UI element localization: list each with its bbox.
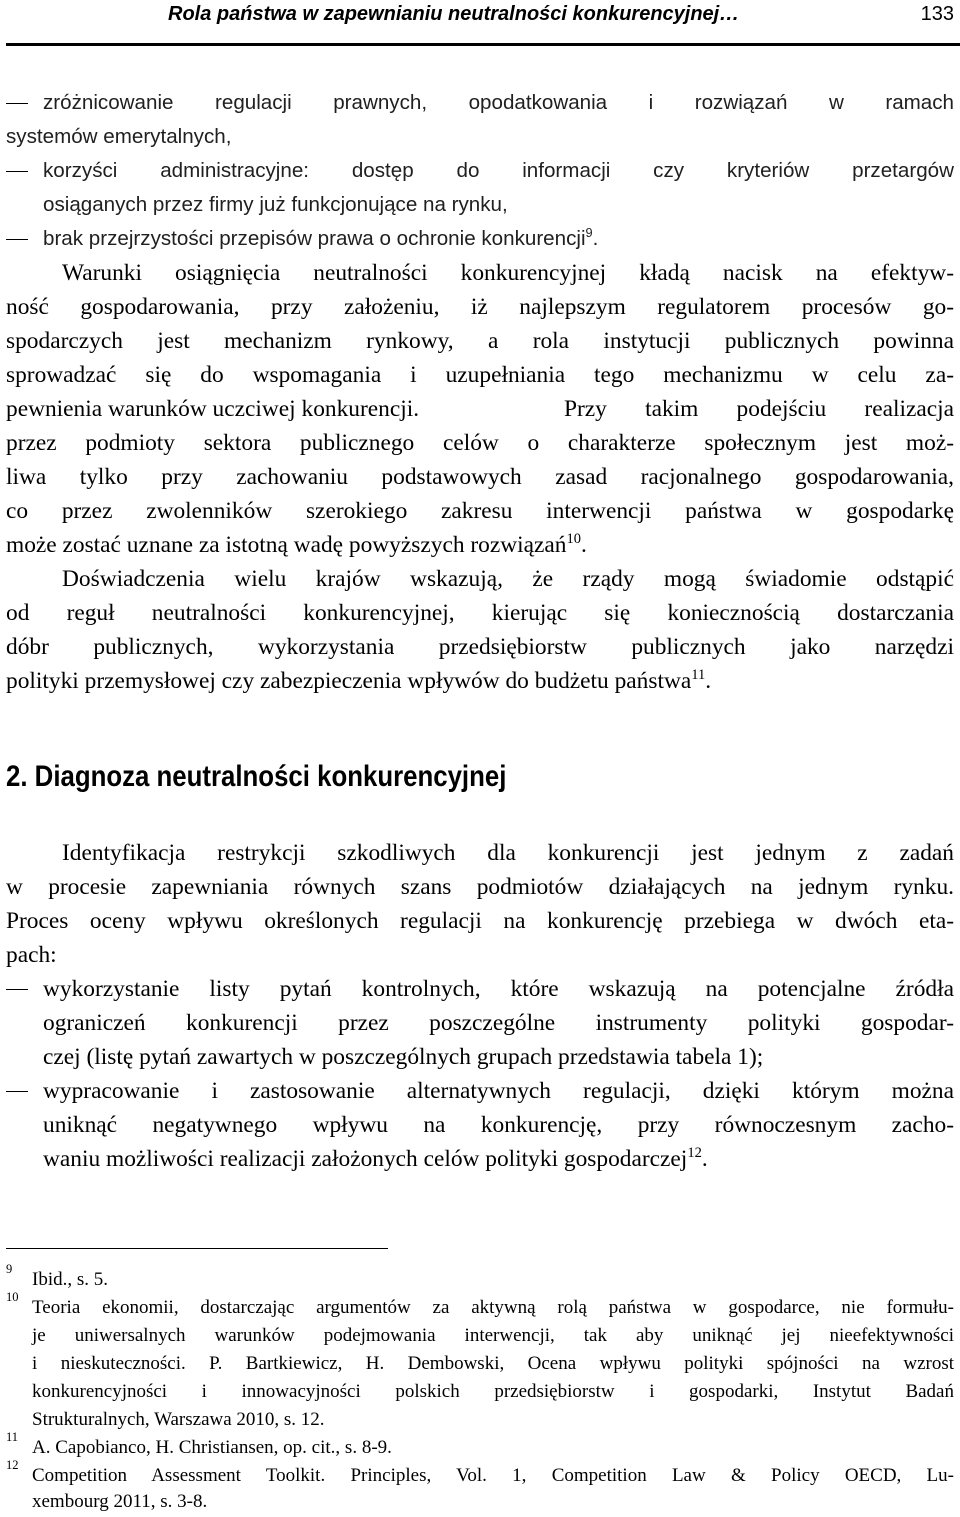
paragraph-line: Doświadczenia wielu krajów wskazują, że rządy mogą świadomie odstąpić: [62, 566, 954, 592]
list-item-line: brak przejrzystości przepisów prawa o ochronie konkurencji$^9$.: [43, 225, 599, 250]
paragraph-text: może zostać uznane za istotną wadę powyższych rozwiązań: [6, 532, 567, 558]
list-item-line: wykorzystanie listy pytań kontrolnych, które wskazują na potencjalne źródła: [43, 976, 954, 1002]
footnote-line: Teoria ekonomii, dostarczając argumentów za aktywną rolą państwa w gospodarce, nie formułu-: [32, 1297, 954, 1318]
paragraph-line: sprowadzać się do wspomagania i uzupełniania tego mechanizmu w celu za-: [6, 362, 954, 388]
list-item-line: zróżnicowanie regulacji prawnych, opodatkowania i rozwiązań w ramach: [43, 91, 954, 114]
paragraph-text: polityki przemysłowej czy zabezpieczenia wpływów do budżetu państwa: [6, 668, 692, 694]
paragraph-line: polityki przemysłowej czy zabezpieczenia wpływów do budżetu państwa$^{11}$.: [6, 667, 712, 694]
paragraph-line: Identyfikacja restrykcji szkodliwych dla konkurencji jest jednym z zadań: [62, 840, 954, 866]
list-dash: [6, 103, 28, 104]
footnote-ref: 11: [691, 667, 706, 684]
footnote-ref: 9: [585, 225, 593, 241]
list-item-line: osiąganych przez firmy już funkcjonujące na rynku,: [43, 193, 508, 216]
footnote-line: je uniwersalnych warunków podejmowania interwencji, tak aby uniknąć jej nieefektywności: [32, 1325, 954, 1346]
section-heading: 2. Diagnoza neutralności konkurencyjnej: [6, 760, 507, 793]
list-dash: [6, 239, 28, 240]
paragraph-line: spodarczych jest mechanizm rynkowy, a rola instytucji publicznych powinna: [6, 328, 954, 354]
list-item-text: brak przejrzystości przepisów prawa o ochronie konkurencji: [43, 227, 586, 250]
paragraph-line: od reguł neutralności konkurencyjnej, kierując się koniecznością dostarczania: [6, 600, 954, 626]
list-item-line: systemów emerytalnych,: [6, 125, 232, 148]
paragraph-line: Proces oceny wpływu określonych regulacji na konkurencję przebiega w dwóch eta-: [6, 908, 954, 934]
paragraph-line: w procesie zapewniania równych szans podmiotów działających na jednym rynku.: [6, 874, 954, 900]
paragraph-line: ność gospodarowania, przy założeniu, iż najlepszym regulatorem procesów go-: [6, 294, 954, 320]
paragraph-line: pach:: [6, 942, 57, 968]
footnote-ref: 10: [566, 531, 581, 548]
paragraph-line: Warunki osiągnięcia neutralności konkurencyjnej kładą nacisk na efektyw-: [62, 260, 954, 286]
list-item-line: waniu możliwości realizacji założonych celów polityki gospodarczej$^{12}$.: [43, 1145, 708, 1172]
paragraph-line: pewnienia warunków uczciwej konkurencji.: [6, 396, 420, 422]
footnote-rule: [6, 1248, 388, 1249]
footnote-number: 9: [6, 1262, 13, 1276]
footnote-ref: 12: [687, 1145, 702, 1162]
page-number: 133: [920, 3, 954, 25]
footnote-line: Strukturalnych, Warszawa 2010, s. 12.: [32, 1409, 325, 1430]
paragraph-line: dóbr publicznych, wykorzystania przedsiębiorstw publicznych jako narzędzi: [6, 634, 954, 660]
list-dash: [6, 989, 28, 990]
footnote-line: Competition Assessment Toolkit. Principles, Vol. 1, Competition Law & Policy OECD, Lu-: [32, 1465, 954, 1486]
paragraph-line: przez podmioty sektora publicznego celów o charakterze społecznym jest moż-: [6, 430, 954, 456]
footnote-number: 12: [6, 1458, 19, 1472]
footnote-number: 10: [6, 1290, 19, 1304]
footnote-line: xembourg 2011, s. 3-8.: [32, 1491, 208, 1512]
footnote-line: i nieskuteczności. P. Bartkiewicz, H. Dembowski, Ocena wpływu polityki spójności na wzrost: [32, 1353, 954, 1374]
list-item-line: uniknąć negatywnego wpływu na konkurencję, przy równoczesnym zacho-: [43, 1112, 954, 1138]
paragraph-line: Przy takim podejściu realizacja: [564, 396, 954, 422]
footnote-line: A. Capobianco, H. Christiansen, op. cit., s. 8-9.: [32, 1437, 392, 1458]
paragraph-line: liwa tylko przy zachowaniu podstawowych zasad racjonalnego gospodarowania,: [6, 464, 954, 490]
list-item-text: waniu możliwości realizacji założonych celów polityki gospodarczej: [43, 1146, 688, 1172]
list-item-line: wypracowanie i zastosowanie alternatywnych regulacji, dzięki którym można: [43, 1078, 954, 1104]
footnote-number: 11: [6, 1430, 19, 1444]
footnote-line: Ibid., s. 5.: [32, 1269, 108, 1290]
list-dash: [6, 171, 28, 172]
running-header-title: Rola państwa w zapewnianiu neutralności konkurencyjnej…: [168, 3, 740, 25]
paragraph-line: co przez zwolenników szerokiego zakresu interwencji państwa w gospodarkę: [6, 498, 954, 524]
list-item-line: czej (listę pytań zawartych w poszczególnych grupach przedstawia tabela 1);: [43, 1044, 764, 1070]
header-rule: [6, 43, 960, 46]
footnote-line: konkurencyjności i innowacyjności polskich przedsiębiorstw i gospodarki, Instytut Badań: [32, 1381, 954, 1402]
paragraph-line: może zostać uznane za istotną wadę powyższych rozwiązań$^{10}$.: [6, 531, 587, 558]
list-dash: [6, 1091, 28, 1092]
list-item-line: ograniczeń konkurencji przez poszczególne instrumenty polityki gospodar-: [43, 1010, 954, 1036]
list-item-line: korzyści administracyjne: dostęp do informacji czy kryteriów przetargów: [43, 159, 954, 182]
